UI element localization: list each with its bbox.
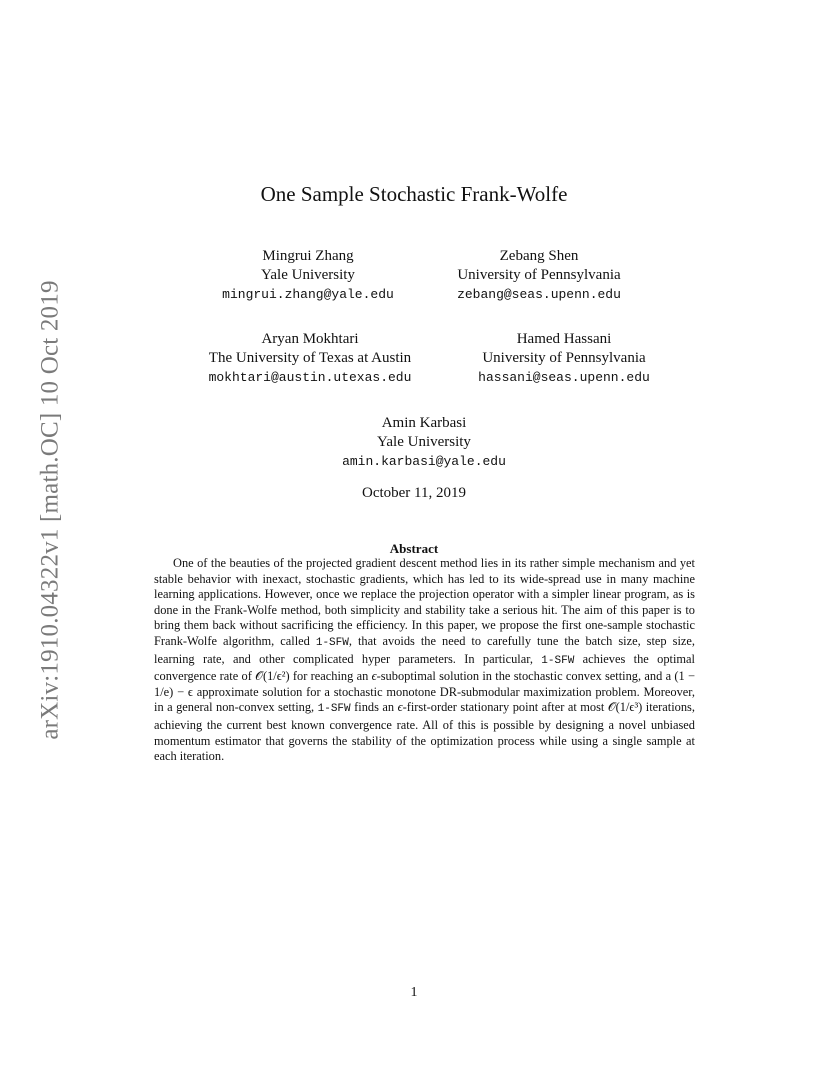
arxiv-identifier-text: arXiv:1910.04322v1 [math.OC] 10 Oct 2019 (37, 280, 64, 740)
abstract-heading: Abstract (389, 541, 439, 556)
author-affiliation: Yale University (261, 267, 355, 283)
author-email: mingrui.zhang@yale.edu (222, 287, 394, 302)
math-expression: (1 − 1/e) − ϵ (154, 669, 696, 699)
abstract-text: achieves the optimal convergence rate of (154, 651, 695, 684)
math-expression: ϵ (397, 700, 403, 715)
abstract-body (154, 556, 695, 765)
abstract-text: , that avoids the need to carefully tune the batch size, step size, learning rate, and other complicated hyper parameters. In particular, (154, 633, 695, 666)
algorithm-name: 1-SFW (541, 654, 575, 667)
author-affiliation: University of Pennsylvania (457, 267, 621, 283)
author-name: Zebang Shen (499, 248, 579, 264)
page-number: 1 (410, 985, 418, 1000)
author-email: mokhtari@austin.utexas.edu (208, 370, 412, 385)
abstract-text: approximate solution for a stochastic monotone DR-submodular maximization problem. Moreover, in a general non-convex setting, (154, 684, 695, 715)
algorithm-name: 1-SFW (317, 703, 351, 716)
math-expression: ϵ (371, 669, 377, 684)
algorithm-name: 1-SFW (315, 636, 349, 649)
abstract-text: -first-order stationary point after at most (402, 700, 608, 715)
author-email: hassani@seas.upenn.edu (478, 370, 650, 385)
author-name: Aryan Mokhtari (261, 331, 359, 347)
author-email: amin.karbasi@yale.edu (342, 454, 506, 469)
author-name: Hamed Hassani (516, 331, 612, 347)
abstract-text: One of the beauties of the projected gradient descent method lies in its rather simple mechanism and yet stable behavior with inexact, stochastic gradients, which has led to its wide-spread use in many machine learning applications. However, once we replace the projection operator with a simpler linear program, as is done in the Frank-Wolfe method, both simplicity and stability take a serious hit. The aim of this paper is to bring them back without sacrificing the efficiency. In this paper, we propose the first one-sample stochastic Frank-Wolfe algorithm, called (154, 556, 695, 648)
math-expression: 𝒪(1/ϵ³) (607, 700, 643, 715)
author-block (437, 247, 641, 305)
abstract-text: for reaching an (289, 669, 372, 684)
math-expression: 𝒪(1/ϵ²) (255, 669, 290, 684)
author-name: Amin Karbasi (381, 415, 467, 431)
author-block (186, 330, 434, 388)
abstract-text: iterations, achieving the current best known convergence rate. All of this is possible by designing a novel unbiased momentum estimator that governs the stability of the optimization process while using a single sample at each iteration. (154, 700, 695, 764)
author-email: zebang@seas.upenn.edu (457, 287, 621, 302)
paper-title: One Sample Stochastic Frank-Wolfe (260, 182, 568, 206)
abstract-text: -suboptimal solution in the stochastic convex setting, and a (376, 669, 675, 684)
author-name: Mingrui Zhang (262, 248, 354, 264)
author-affiliation: The University of Texas at Austin (208, 350, 412, 366)
author-affiliation: University of Pennsylvania (482, 350, 646, 366)
author-block (208, 247, 408, 305)
arxiv-identifier-stamp (36, 270, 66, 750)
author-block (314, 414, 534, 472)
author-block (462, 330, 666, 388)
paper-date: October 11, 2019 (361, 485, 466, 501)
author-affiliation: Yale University (377, 434, 471, 450)
abstract-text: finds an (350, 700, 398, 715)
